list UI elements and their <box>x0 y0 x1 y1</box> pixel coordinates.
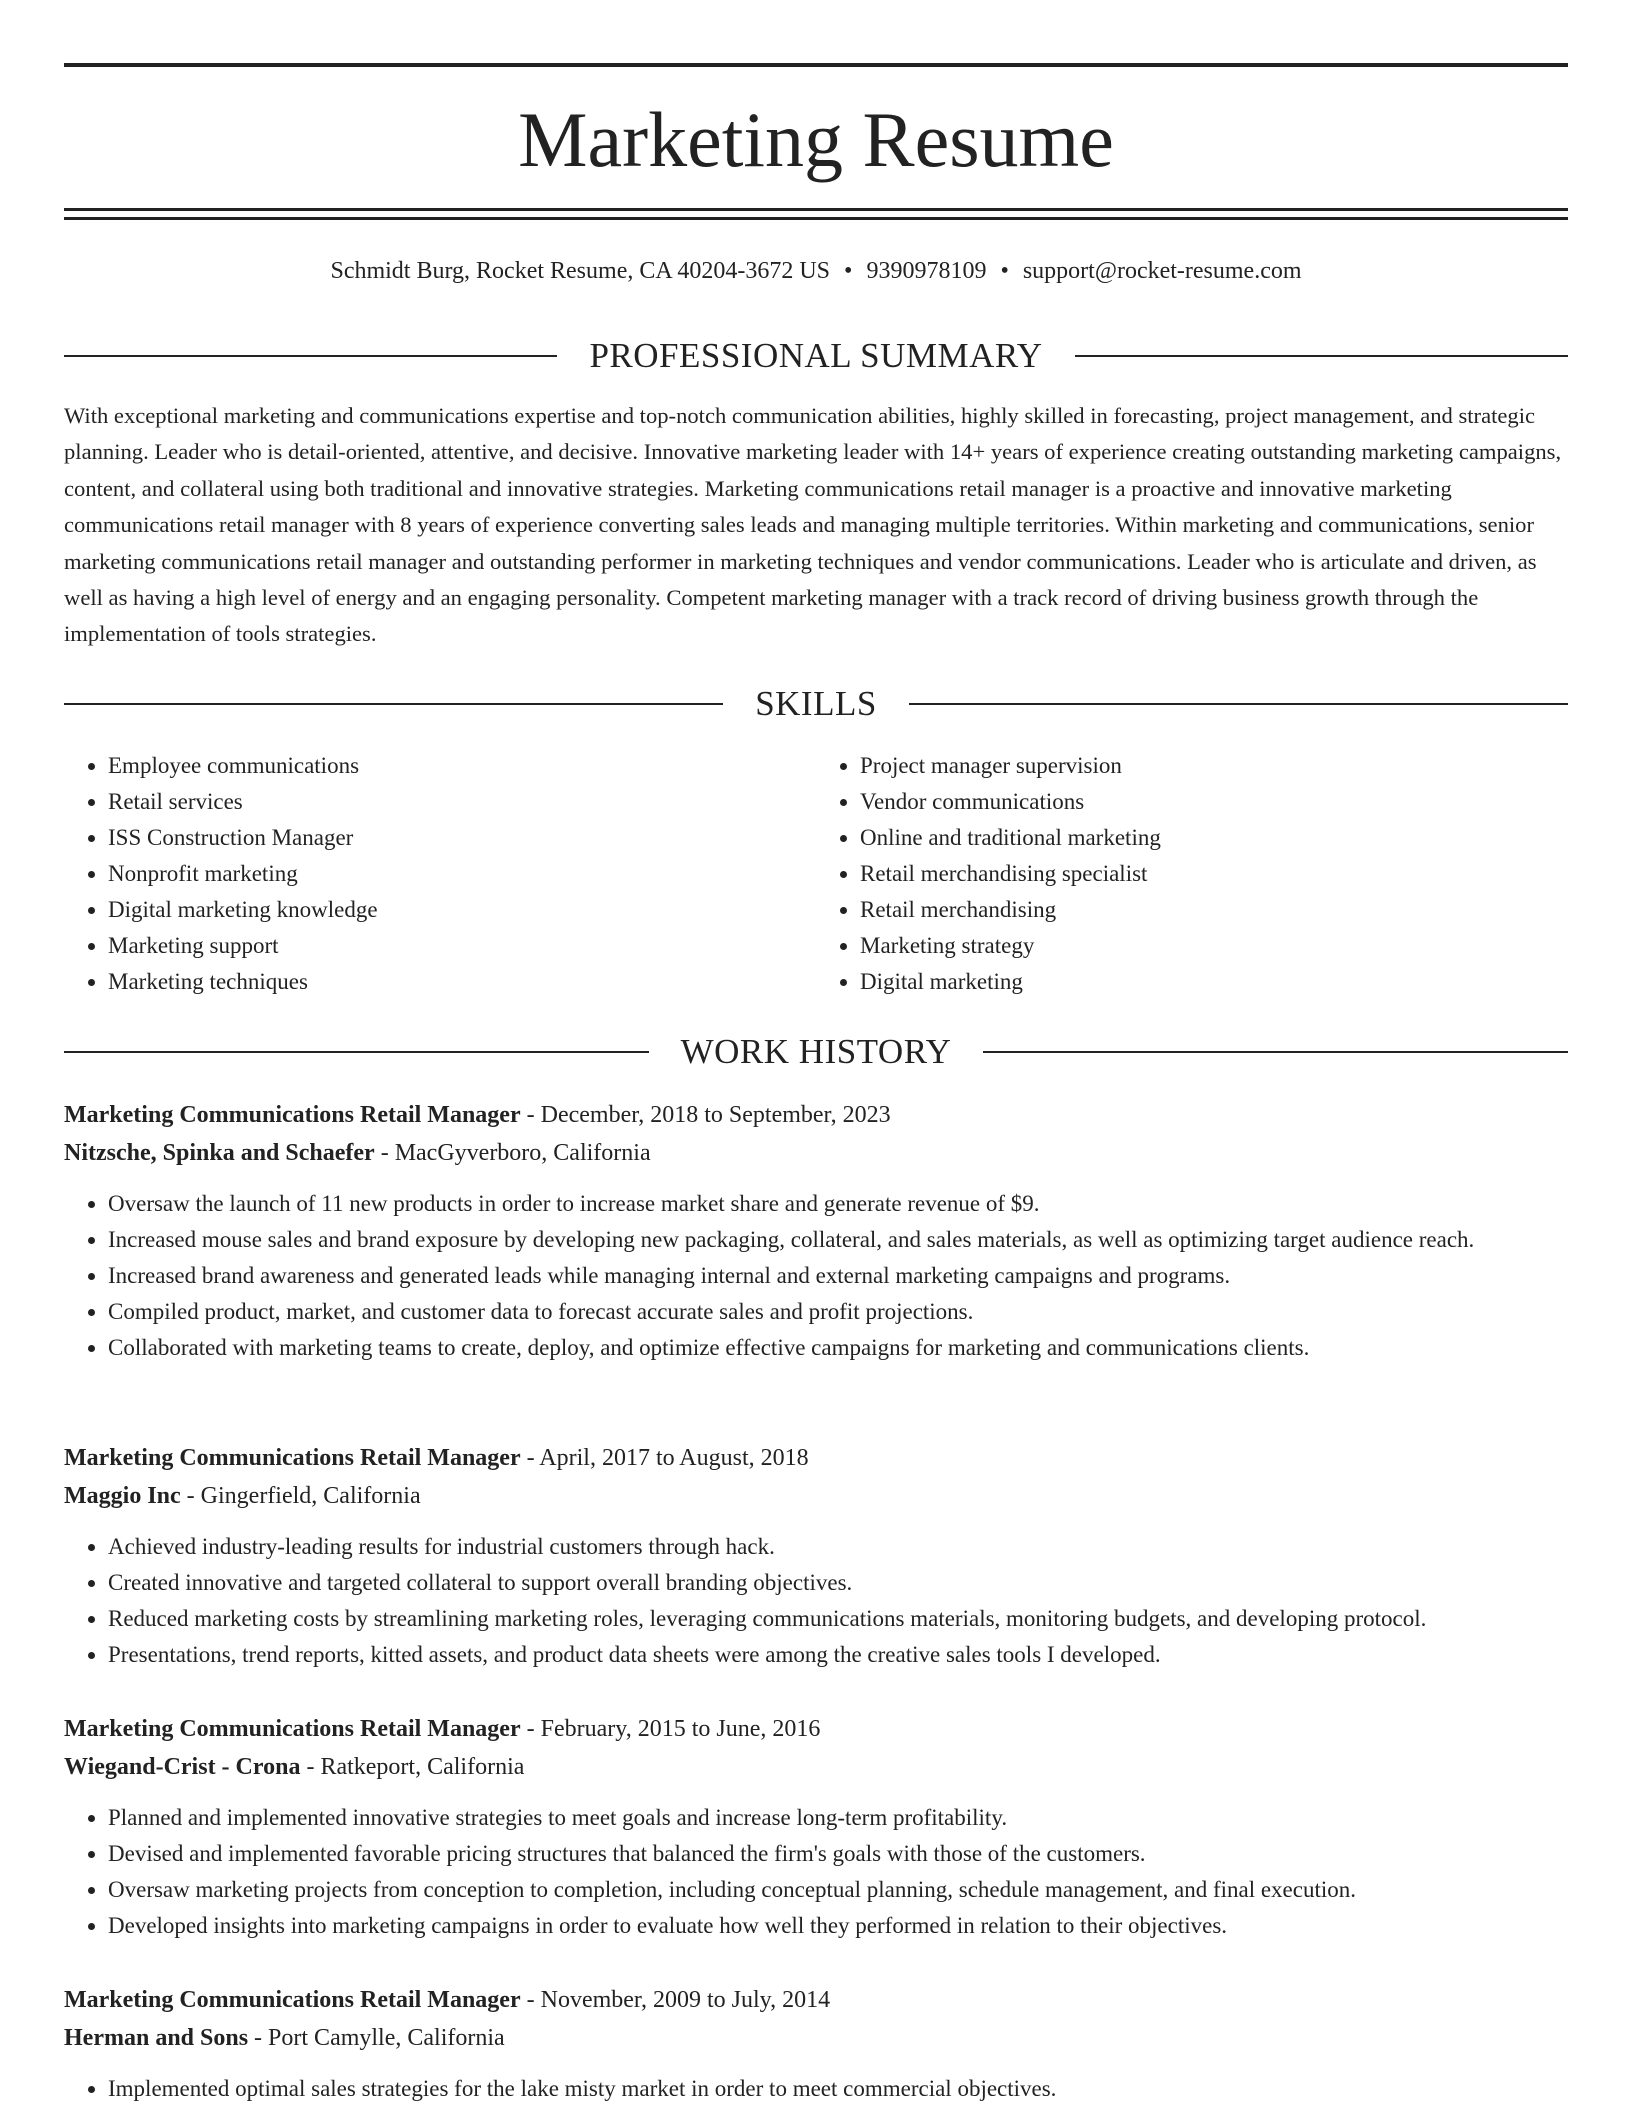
skill-item: • Marketing strategy <box>860 928 1568 964</box>
contact-address: Schmidt Burg, Rocket Resume, CA 40204-3672 US <box>330 258 831 284</box>
job-bullet: • Created innovative and targeted collateral to support overall branding objectives. <box>108 1565 1568 1601</box>
skill-item: • Retail services <box>108 784 816 820</box>
job-company: Maggio Inc <box>64 1483 181 1509</box>
skill-item: • Digital marketing <box>860 964 1568 1000</box>
contact-separator: • <box>1000 258 1009 284</box>
contact-email: support@rocket-resume.com <box>1022 258 1302 284</box>
job-company: Wiegand-Crist - Crona <box>64 1754 301 1780</box>
job-bullet: • Developed insights into marketing campaigns in order to evaluate how well they performed in relation to their objectives. <box>108 1908 1568 1944</box>
job-company-line: Nitzsche, Spinka and Schaefer - MacGyverboro, California <box>64 1140 651 1166</box>
contact-phone: 9390978109 <box>866 258 987 284</box>
job-company-line: Maggio Inc - Gingerfield, California <box>64 1483 421 1509</box>
job-bullet: • Collaborated with marketing teams to create, deploy, and optimize effective campaigns for marketing and communications clients. <box>108 1330 1568 1366</box>
summary-text: With exceptional marketing and communications expertise and top-notch communication abilities, highly skilled in forecasting, project management, and strategic planning. Leader who is detail-oriented, attentive, and decisive. Innovative marketing leader with 14+ years of experience creating outstanding marketing campaigns, content, and collateral using both traditional and innovative strategies. Marketing communications retail manager is a proactive and innovative marketing communications retail manager with 8 years of experience converting sales leads and managing multiple territories. Within marketing and communications, senior marketing communications retail manager and outstanding performer in marketing techniques and vendor communications. Leader who is articulate and driven, as well as having a high level of energy and an engaging personality. Competent marketing manager with a track record of driving business growth through the implementation of tools strategies. <box>64 403 1562 647</box>
job-title-line: Marketing Communications Retail Manager - February, 2015 to June, 2016 <box>64 1716 821 1742</box>
heading-rule <box>64 1051 649 1053</box>
section-heading-summary <box>64 334 1568 378</box>
job-company-line: Herman and Sons - Port Camylle, California <box>64 2025 505 2051</box>
skills-list <box>64 748 1568 1000</box>
section-title: SKILLS <box>755 684 877 723</box>
skill-item: • Marketing techniques <box>108 964 816 1000</box>
job-bullets <box>64 1529 1568 1673</box>
job-bullet: • Achieved industry-leading results for industrial customers through hack. <box>108 1529 1568 1565</box>
skill-item: • Employee communications <box>108 748 816 784</box>
skills-column-left <box>64 748 816 1000</box>
skill-item: • Digital marketing knowledge <box>108 892 816 928</box>
job-bullet: • Increased mouse sales and brand exposure by developing new packaging, collateral, and sales materials, as well as optimizing target audience reach. <box>108 1222 1568 1258</box>
job-entry <box>64 1096 1568 1366</box>
skill-item: • Nonprofit marketing <box>108 856 816 892</box>
job-title: Marketing Communications Retail Manager <box>64 1987 521 2013</box>
job-bullet: • Oversaw marketing projects from conception to completion, including conceptual planning, schedule management, and final execution. <box>108 1872 1568 1908</box>
job-location: Port Camylle, California <box>268 2025 505 2051</box>
job-bullet: • Reduced marketing costs by streamlining marketing roles, leveraging communications materials, monitoring budgets, and developing protocol. <box>108 1601 1568 1637</box>
job-title-line: Marketing Communications Retail Manager - November, 2009 to July, 2014 <box>64 1987 831 2013</box>
contact-line <box>64 254 1568 288</box>
skill-item: • Online and traditional marketing <box>860 820 1568 856</box>
job-bullets <box>64 2071 1568 2107</box>
heading-rule <box>983 1051 1568 1053</box>
job-company: Nitzsche, Spinka and Schaefer <box>64 1140 375 1166</box>
section-heading-work <box>64 1030 1568 1074</box>
job-title: Marketing Communications Retail Manager <box>64 1445 521 1471</box>
job-location: Gingerfield, California <box>200 1483 421 1509</box>
title-double-rule <box>64 208 1568 220</box>
job-title: Marketing Communications Retail Manager <box>64 1716 521 1742</box>
job-entry <box>64 1981 1568 2107</box>
top-rule <box>64 63 1568 67</box>
skill-item: • ISS Construction Manager <box>108 820 816 856</box>
skill-item: • Project manager supervision <box>860 748 1568 784</box>
job-title: Marketing Communications Retail Manager <box>64 1102 521 1128</box>
skill-item: • Marketing support <box>108 928 816 964</box>
skill-item: • Retail merchandising specialist <box>860 856 1568 892</box>
job-dates: April, 2017 to August, 2018 <box>539 1445 809 1471</box>
job-company: Herman and Sons <box>64 2025 249 2051</box>
job-dates: February, 2015 to June, 2016 <box>540 1716 821 1742</box>
job-bullet: • Compiled product, market, and customer data to forecast accurate sales and profit projections. <box>108 1294 1568 1330</box>
job-location: Ratkeport, California <box>320 1754 525 1780</box>
job-entry <box>64 1710 1568 1944</box>
job-bullet: • Implemented optimal sales strategies for the lake misty market in order to meet commercial objectives. <box>108 2071 1568 2107</box>
resume-title: Marketing Resume <box>518 96 1114 183</box>
section-title: WORK HISTORY <box>680 1032 952 1071</box>
job-location: MacGyverboro, California <box>394 1140 651 1166</box>
heading-rule <box>1075 355 1568 357</box>
contact-separator: • <box>844 258 853 284</box>
job-bullet: • Devised and implemented favorable pricing structures that balanced the firm's goals with those of the customers. <box>108 1836 1568 1872</box>
job-entry <box>64 1439 1568 1673</box>
job-bullet: • Increased brand awareness and generated leads while managing internal and external marketing campaigns and programs. <box>108 1258 1568 1294</box>
job-bullets <box>64 1800 1568 1944</box>
skill-item: • Retail merchandising <box>860 892 1568 928</box>
heading-rule <box>909 703 1568 705</box>
section-heading-skills <box>64 682 1568 726</box>
skill-item: • Vendor communications <box>860 784 1568 820</box>
job-title-line: Marketing Communications Retail Manager - December, 2018 to September, 2023 <box>64 1102 891 1128</box>
job-company-line: Wiegand-Crist - Crona - Ratkeport, California <box>64 1754 525 1780</box>
job-title-line: Marketing Communications Retail Manager - April, 2017 to August, 2018 <box>64 1445 809 1471</box>
job-dates: December, 2018 to September, 2023 <box>540 1102 891 1128</box>
heading-rule <box>64 355 557 357</box>
job-bullet: • Presentations, trend reports, kitted assets, and product data sheets were among the creative sales tools I developed. <box>108 1637 1568 1673</box>
job-bullet: • Oversaw the launch of 11 new products in order to increase market share and generate revenue of $9. <box>108 1186 1568 1222</box>
job-bullet: • Planned and implemented innovative strategies to meet goals and increase long-term profitability. <box>108 1800 1568 1836</box>
section-title: PROFESSIONAL SUMMARY <box>589 336 1043 375</box>
heading-rule <box>64 703 723 705</box>
skills-column-right <box>816 748 1568 1000</box>
job-bullets <box>64 1186 1568 1366</box>
job-dates: November, 2009 to July, 2014 <box>540 1987 831 2013</box>
